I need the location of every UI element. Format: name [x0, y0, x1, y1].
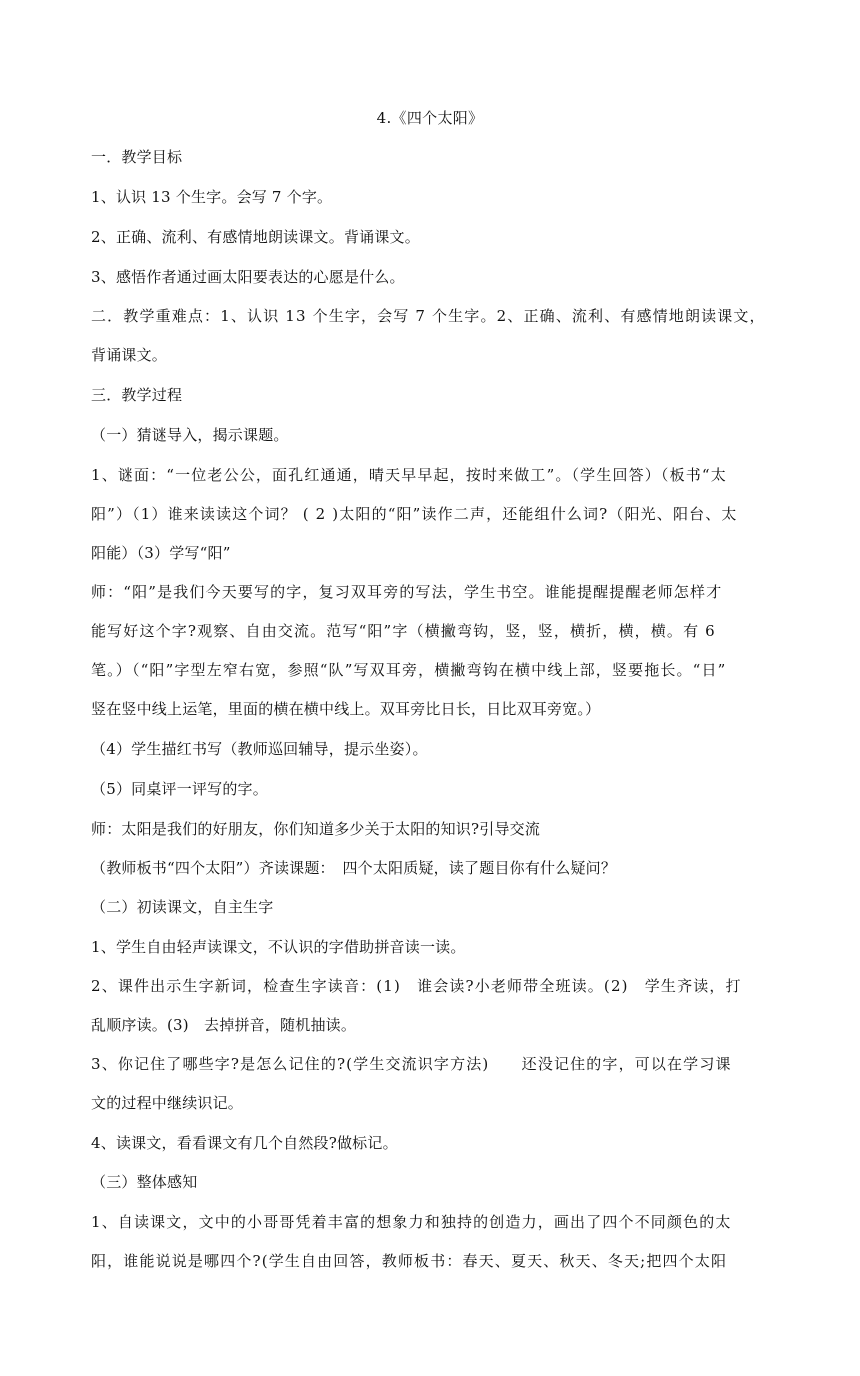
paragraph-line: 4、读课文，看看课文有几个自然段?做标记。 — [91, 1134, 398, 1152]
paragraph-line: 师：“阳”是我们今天要写的字，复习双耳旁的写法，学生书空。谁能提醒提醒老师怎样才 — [91, 583, 723, 601]
section-heading-process: 三．教学过程 — [91, 386, 183, 404]
subsection-heading: （三）整体感知 — [91, 1173, 198, 1191]
paragraph-line: 笔。）（“阳”字型左窄右宽，参照“队”写双耳旁，横撇弯钩在横中线上部，竖要拖长。“日” — [91, 661, 727, 679]
paragraph-line: 2、课件出示生字新词，检查生字读音：(1) 谁会读?小老师带全班读。(2) 学生齐读，打 — [91, 977, 742, 995]
paragraph-line: （教师板书“四个太阳”）齐读课题： 四个太阳质疑，读了题目你有什么疑问？ — [91, 859, 617, 877]
paragraph-line: 阳，谁能说说是哪四个?(学生自由回答，教师板书：春天、夏天、秋天、冬天;把四个太阳 — [91, 1252, 728, 1270]
paragraph-line: 1、谜面：“一位老公公，面孔红通通，晴天早早起，按时来做工”。（学生回答）（板书“太 — [91, 466, 727, 484]
paragraph-line: 1、学生自由轻声读课文，不认识的字借助拼音读一读。 — [91, 938, 466, 956]
section-heading-objectives: 一．教学目标 — [91, 148, 183, 166]
paragraph-line: 3、感悟作者通过画太阳要表达的心愿是什么。 — [91, 268, 405, 286]
paragraph-line: 能写好这个字?观察、自由交流。范写“阳”字（横撇弯钩，竖，竖，横折，横，横。有 6 — [91, 622, 716, 640]
paragraph-line: 3、你记住了哪些字?是怎么记住的?(学生交流识字方法) 还没记住的字，可以在学习课 — [91, 1055, 732, 1073]
paragraph-line: （4）学生描红书写（教师巡回辅导，提示坐姿）。 — [91, 740, 428, 758]
paragraph-line: 阳”）（1）谁来读读这个词？ ( 2 )太阳的“阳”读作二声，还能组什么词?（阳光、阳台、太 — [91, 505, 738, 523]
paragraph-line: 文的过程中继续识记。 — [91, 1094, 244, 1112]
paragraph-line: 2、正确、流利、有感情地朗读课文。背诵课文。 — [91, 228, 420, 246]
paragraph-line: 1、认识 13 个生字。会写 7 个字。 — [91, 188, 333, 206]
paragraph-line: 乱顺序读。(3) 去掉拼音，随机抽读。 — [91, 1016, 357, 1034]
paragraph-line: 背诵课文。 — [91, 346, 168, 364]
document-title: 4.《四个太阳》 — [376, 109, 484, 127]
subsection-heading: （一）猜谜导入，揭示课题。 — [91, 426, 289, 444]
paragraph-line: 1、自读课文，文中的小哥哥凭着丰富的想象力和独持的创造力，画出了四个不同颜色的太 — [91, 1213, 732, 1231]
subsection-heading: （二）初读课文，自主生字 — [91, 898, 274, 916]
paragraph-line: 阳能）（3）学写“阳” — [91, 544, 231, 562]
paragraph-line: （5）同桌评一评写的字。 — [91, 780, 268, 798]
section-heading-key-points: 二．教学重难点：1、认识 13 个生字，会写 7 个生字。2、正确、流利、有感情地朗读课文， — [91, 307, 766, 325]
paragraph-line: 师：太阳是我们的好朋友，你们知道多少关于太阳的知识?引导交流 — [91, 820, 541, 838]
paragraph-line: 竖在竖中线上运笔，里面的横在横中线上。双耳旁比日长，日比双耳旁宽。） — [91, 700, 601, 718]
